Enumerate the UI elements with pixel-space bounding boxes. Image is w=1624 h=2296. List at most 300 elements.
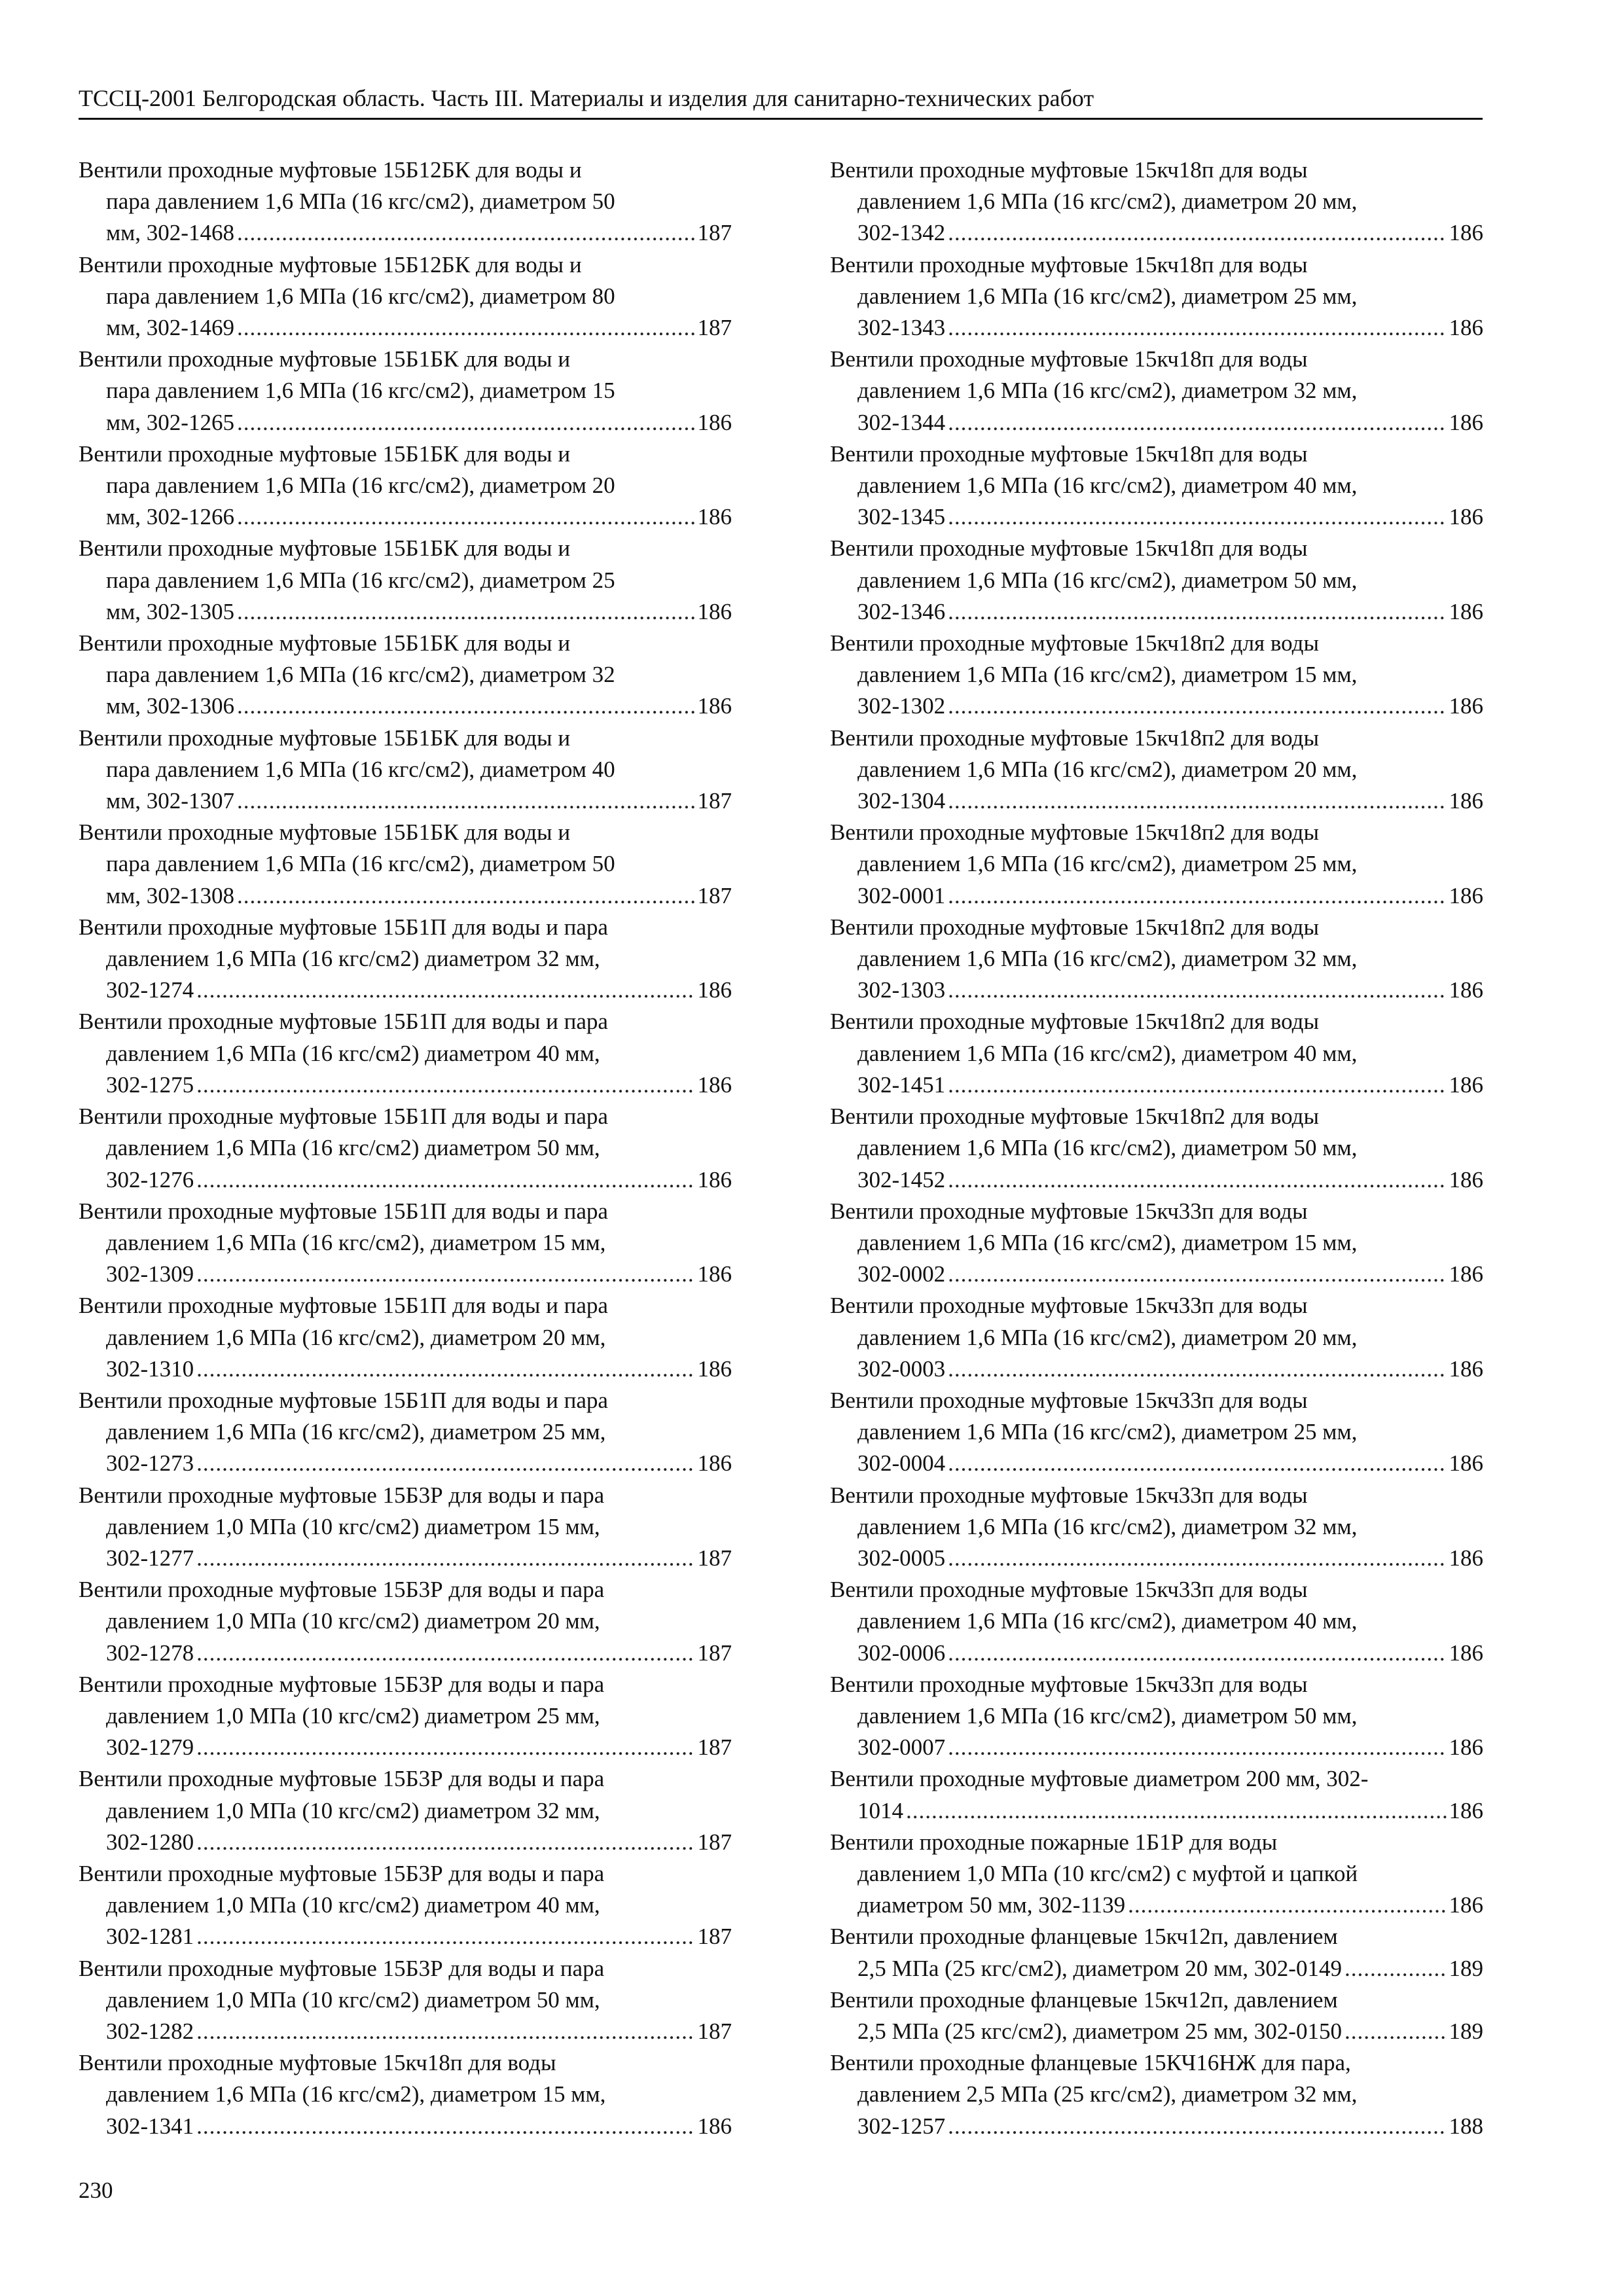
entry-line: давлением 1,6 МПа (16 кгс/см2), диаметром 15 мм, — [106, 1229, 606, 1255]
entry-line: Вентили проходные муфтовые 15кч33п для воды — [830, 1293, 1308, 1319]
entry-line: Вентили проходные муфтовые 15Б1П для воды и пара — [79, 1293, 608, 1319]
dot-leader — [196, 1354, 695, 1385]
entry-last-line — [79, 691, 732, 722]
entry-line: давлением 1,6 МПа (16 кгс/см2), диаметром 32 мм, — [857, 946, 1358, 972]
entry-line: мм, 302-1265 — [106, 409, 234, 435]
entry-line: 302-0006 — [857, 1640, 946, 1666]
entry-page-number: 186 — [697, 2113, 732, 2139]
index-entry — [79, 1574, 732, 1669]
index-entry — [830, 912, 1483, 1007]
dot-leader — [948, 975, 1446, 1006]
entry-page-number: 186 — [1449, 1355, 1483, 1382]
index-entry — [79, 1101, 732, 1196]
entry-line: давлением 1,0 МПа (10 кгс/см2) диаметром 40 мм, — [106, 1892, 600, 1918]
entry-line: давлением 1,6 МПа (16 кгс/см2), диаметром 50 мм, — [857, 1135, 1358, 1161]
entry-line: Вентили проходные муфтовые 15кч33п для воды — [830, 1482, 1308, 1508]
entry-page-number: 186 — [697, 1261, 732, 1287]
entry-page-number: 186 — [1449, 220, 1483, 246]
entry-page-number: 186 — [1449, 1892, 1483, 1918]
dot-leader — [948, 1543, 1446, 1574]
dot-leader — [196, 1259, 695, 1290]
entry-line: давлением 1,6 МПа (16 кгс/см2), диаметром 20 мм, — [857, 756, 1358, 782]
entry-page-number: 186 — [697, 1355, 732, 1382]
index-entry — [830, 2047, 1483, 2142]
dot-leader — [196, 1448, 695, 1479]
entry-line: давлением 1,6 МПа (16 кгс/см2), диаметром 25 мм, — [857, 851, 1358, 877]
index-entry — [79, 439, 732, 533]
entry-last-line — [79, 1543, 732, 1574]
entry-line: давлением 1,6 МПа (16 кгс/см2), диаметром 40 мм, — [857, 473, 1358, 499]
entry-last-line — [79, 1732, 732, 1763]
index-entry — [79, 2047, 732, 2142]
entry-line: пара давлением 1,6 МПа (16 кгс/см2), диаметром 32 — [106, 662, 615, 688]
index-column-left — [79, 154, 732, 2142]
entry-line: Вентили проходные муфтовые 15Б12БК для воды и — [79, 251, 582, 278]
entry-last-line — [830, 1448, 1483, 1479]
entry-line: давлением 2,5 МПа (25 кгс/см2), диаметром 32 мм, — [857, 2081, 1358, 2108]
dot-leader — [948, 501, 1446, 533]
entry-last-line — [830, 2016, 1483, 2047]
entry-line: Вентили проходные муфтовые 15кч33п для воды — [830, 1387, 1308, 1413]
entry-line: 302-1310 — [106, 1355, 194, 1382]
entry-line: Вентили проходные муфтовые 15Б12БК для воды и — [79, 157, 582, 183]
dot-leader — [906, 1795, 1447, 1827]
entry-line: 302-0005 — [857, 1545, 946, 1571]
dot-leader — [948, 312, 1446, 344]
entry-line: Вентили проходные муфтовые 15кч33п для воды — [830, 1577, 1308, 1603]
index-entry — [830, 1921, 1483, 1984]
entry-line: пара давлением 1,6 МПа (16 кгс/см2), диаметром 50 — [106, 188, 615, 215]
entry-line: давлением 1,6 МПа (16 кгс/см2), диаметром 20 мм, — [857, 188, 1358, 215]
entry-page-number: 187 — [697, 220, 732, 246]
entry-last-line — [830, 596, 1483, 628]
entry-line: давлением 1,6 МПа (16 кгс/см2), диаметром 20 мм, — [106, 1324, 606, 1350]
index-entry — [79, 817, 732, 912]
entry-line: Вентили проходные муфтовые 15Б1П для воды и пара — [79, 1198, 608, 1224]
entry-last-line — [830, 1953, 1483, 1984]
entry-line: Вентили проходные фланцевые 15кч12п, давлением — [830, 1986, 1338, 2013]
entry-line: Вентили проходные муфтовые 15Б1П для воды и пара — [79, 1103, 608, 1130]
entry-line: давлением 1,6 МПа (16 кгс/см2), диаметром 15 мм, — [857, 1229, 1358, 1255]
entry-page-number: 186 — [1449, 693, 1483, 719]
entry-page-number: 186 — [1449, 1797, 1483, 1823]
entry-line: пара давлением 1,6 МПа (16 кгс/см2), диаметром 15 — [106, 378, 615, 404]
dot-leader — [237, 217, 695, 249]
entry-line: 302-1277 — [106, 1545, 194, 1571]
entry-page-number: 187 — [697, 1829, 732, 1855]
entry-last-line — [79, 1069, 732, 1101]
index-entry — [79, 723, 732, 817]
entry-line: Вентили проходные муфтовые 15кч18п2 для воды — [830, 914, 1319, 940]
entry-line: 302-1309 — [106, 1261, 194, 1287]
index-entry — [830, 1385, 1483, 1480]
entry-page-number: 189 — [1449, 2018, 1483, 2044]
entry-line: 302-1343 — [857, 315, 946, 341]
index-entry — [79, 628, 732, 723]
entry-line: Вентили проходные муфтовые 15кч18п2 для воды — [830, 630, 1319, 656]
entry-line: Вентили проходные муфтовые 15Б3Р для воды и пара — [79, 1577, 605, 1603]
entry-line: давлением 1,6 МПа (16 кгс/см2), диаметром 32 мм, — [857, 378, 1358, 404]
entry-line: Вентили проходные муфтовые 15кч18п для воды — [830, 251, 1308, 278]
entry-line: Вентили проходные муфтовые 15Б3Р для воды и пара — [79, 1671, 605, 1697]
index-entry — [830, 1763, 1483, 1826]
entry-last-line — [79, 1638, 732, 1669]
dot-leader — [196, 1164, 695, 1196]
entry-last-line — [79, 880, 732, 912]
entry-line: 302-0001 — [857, 882, 946, 908]
entry-line: Вентили проходные муфтовые 15кч18п для воды — [830, 157, 1308, 183]
entry-last-line — [79, 2111, 732, 2142]
entry-line: пара давлением 1,6 МПа (16 кгс/см2), диаметром 80 — [106, 283, 615, 309]
entry-line: мм, 302-1308 — [106, 882, 234, 908]
entry-page-number: 186 — [1449, 1166, 1483, 1193]
entry-line: давлением 1,6 МПа (16 кгс/см2) диаметром 32 мм, — [106, 946, 600, 972]
dot-leader — [196, 1827, 695, 1858]
entry-line: 302-1344 — [857, 409, 946, 435]
entry-line: давлением 1,6 МПа (16 кгс/см2), диаметром 40 мм, — [857, 1608, 1358, 1634]
entry-line: 302-1341 — [106, 2113, 194, 2139]
index-entry — [830, 1984, 1483, 2047]
dot-leader — [237, 691, 695, 722]
entry-last-line — [830, 1354, 1483, 1385]
entry-last-line — [830, 1543, 1483, 1574]
entry-line: 302-1281 — [106, 1924, 194, 1950]
entry-line: давлением 1,6 МПа (16 кгс/см2), диаметром 50 мм, — [857, 1702, 1358, 1729]
entry-last-line — [830, 1638, 1483, 1669]
entry-line: Вентили проходные муфтовые 15кч33п для воды — [830, 1671, 1308, 1697]
entry-page-number: 189 — [1449, 1955, 1483, 1981]
entry-line: Вентили проходные муфтовые 15кч18п2 для воды — [830, 725, 1319, 751]
entry-line: мм, 302-1469 — [106, 315, 234, 341]
entry-last-line — [830, 691, 1483, 722]
entry-line: 302-1278 — [106, 1640, 194, 1666]
dot-leader — [237, 596, 695, 628]
entry-line: 302-1276 — [106, 1166, 194, 1193]
entry-page-number: 186 — [1449, 409, 1483, 435]
entry-last-line — [79, 785, 732, 817]
entry-line: Вентили проходные муфтовые 15кч18п для воды — [79, 2050, 556, 2076]
entry-line: Вентили проходные фланцевые 15кч12п, давлением — [830, 1924, 1338, 1950]
entry-line: давлением 1,0 МПа (10 кгс/см2) диаметром 20 мм, — [106, 1608, 600, 1634]
entry-line: Вентили проходные муфтовые 15Б1П для воды и пара — [79, 914, 608, 940]
entry-page-number: 186 — [1449, 1545, 1483, 1571]
index-entry — [830, 1101, 1483, 1196]
entry-line: Вентили проходные муфтовые 15Б1БК для воды и — [79, 725, 571, 751]
entry-last-line — [830, 312, 1483, 344]
entry-last-line — [830, 407, 1483, 439]
dot-leader — [196, 1638, 695, 1669]
entry-last-line — [830, 217, 1483, 249]
entry-page-number: 186 — [697, 977, 732, 1003]
entry-line: 302-1279 — [106, 1734, 194, 1761]
entry-line: давлением 1,6 МПа (16 кгс/см2), диаметром 15 мм, — [857, 662, 1358, 688]
entry-line: 302-1346 — [857, 598, 946, 624]
index-entry — [79, 1858, 732, 1953]
dot-leader — [1344, 1953, 1447, 1984]
entry-line: Вентили проходные пожарные 1Б1Р для воды — [830, 1829, 1278, 1855]
entry-page-number: 186 — [1449, 1640, 1483, 1666]
entry-line: давлением 1,6 МПа (16 кгс/см2), диаметром 25 мм, — [106, 1419, 606, 1445]
dot-leader — [948, 1732, 1446, 1763]
dot-leader — [1344, 2016, 1447, 2047]
entry-line: давлением 1,0 МПа (10 кгс/см2) диаметром 15 мм, — [106, 1513, 600, 1539]
entry-line: мм, 302-1468 — [106, 220, 234, 246]
entry-last-line — [79, 1448, 732, 1479]
entry-page-number: 186 — [1449, 1261, 1483, 1287]
entry-page-number: 186 — [1449, 504, 1483, 530]
index-entry — [79, 1385, 732, 1480]
entry-line: Вентили проходные муфтовые 15кч18п для воды — [830, 346, 1308, 372]
entry-page-number: 186 — [697, 1450, 732, 1477]
dot-leader — [196, 2016, 695, 2047]
entry-page-number: 186 — [1449, 1450, 1483, 1477]
dot-leader — [948, 1069, 1446, 1101]
entry-page-number: 187 — [697, 2018, 732, 2044]
entry-page-number: 186 — [1449, 882, 1483, 908]
entry-line: мм, 302-1306 — [106, 693, 234, 719]
entry-line: давлением 1,6 МПа (16 кгс/см2) диаметром 40 мм, — [106, 1040, 600, 1066]
index-entry — [79, 1006, 732, 1101]
dot-leader — [196, 1069, 695, 1101]
index-entry — [830, 1196, 1483, 1291]
entry-line: Вентили проходные муфтовые 15кч18п2 для воды — [830, 1103, 1319, 1130]
entry-last-line — [830, 1890, 1483, 1921]
index-entry — [830, 344, 1483, 439]
entry-line: диаметром 50 мм, 302-1139 — [857, 1892, 1126, 1918]
dot-leader — [196, 975, 695, 1006]
entry-page-number: 186 — [697, 409, 732, 435]
entry-last-line — [830, 2111, 1483, 2142]
entry-last-line — [79, 1354, 732, 1385]
entry-line: Вентили проходные муфтовые 15Б1БК для воды и — [79, 440, 571, 467]
index-entry — [79, 1953, 732, 2048]
entry-last-line — [830, 1164, 1483, 1196]
entry-line: Вентили проходные фланцевые 15КЧ16НЖ для пара, — [830, 2050, 1351, 2076]
entry-line: давлением 1,6 МПа (16 кгс/см2), диаметром 25 мм, — [857, 283, 1358, 309]
entry-line: 302-1275 — [106, 1071, 194, 1098]
entry-line: мм, 302-1307 — [106, 788, 234, 814]
entry-line: 2,5 МПа (25 кгс/см2), диаметром 20 мм, 302-0149 — [857, 1955, 1342, 1981]
entry-last-line — [79, 217, 732, 249]
entry-last-line — [79, 501, 732, 533]
entry-last-line — [830, 501, 1483, 533]
entry-page-number: 186 — [1449, 1734, 1483, 1761]
entry-line: давлением 1,6 МПа (16 кгс/см2), диаметром 25 мм, — [857, 1419, 1358, 1445]
entry-last-line — [830, 975, 1483, 1006]
entry-line: Вентили проходные муфтовые 15Б3Р для воды и пара — [79, 1766, 605, 1792]
entry-line: 302-0004 — [857, 1450, 946, 1477]
dot-leader — [948, 1259, 1446, 1290]
entry-page-number: 187 — [697, 1640, 732, 1666]
entry-last-line — [830, 880, 1483, 912]
entry-line: давлением 1,0 МПа (10 кгс/см2) диаметром 25 мм, — [106, 1702, 600, 1729]
index-entry — [830, 533, 1483, 628]
dot-leader — [1128, 1890, 1446, 1921]
entry-line: Вентили проходные муфтовые 15Б3Р для воды и пара — [79, 1482, 605, 1508]
entry-line: Вентили проходные муфтовые 15Б1БК для воды и — [79, 535, 571, 562]
entry-line: пара давлением 1,6 МПа (16 кгс/см2), диаметром 20 — [106, 473, 615, 499]
entry-page-number: 186 — [1449, 598, 1483, 624]
entry-page-number: 186 — [697, 1166, 732, 1193]
entry-line: мм, 302-1305 — [106, 598, 234, 624]
entry-line: 302-0007 — [857, 1734, 946, 1761]
entry-line: 1014 — [857, 1797, 903, 1823]
entry-line: пара давлением 1,6 МПа (16 кгс/см2), диаметром 50 — [106, 851, 615, 877]
entry-line: 302-1257 — [857, 2113, 946, 2139]
entry-line: 302-1304 — [857, 788, 946, 814]
index-entry — [830, 723, 1483, 817]
entry-line: давлением 1,6 МПа (16 кгс/см2), диаметром 32 мм, — [857, 1513, 1358, 1539]
dot-leader — [948, 596, 1446, 628]
entry-page-number: 186 — [697, 598, 732, 624]
entry-line: 302-0003 — [857, 1355, 946, 1382]
entry-line: пара давлением 1,6 МПа (16 кгс/см2), диаметром 40 — [106, 756, 615, 782]
entry-last-line — [79, 2016, 732, 2047]
entry-line: Вентили проходные муфтовые 15Б1БК для воды и — [79, 819, 571, 846]
entry-last-line — [830, 1795, 1483, 1827]
dot-leader — [237, 501, 695, 533]
entry-page-number: 187 — [697, 315, 732, 341]
entry-page-number: 187 — [697, 1545, 732, 1571]
dot-leader — [948, 2111, 1446, 2142]
dot-leader — [948, 407, 1446, 439]
index-entry — [79, 533, 732, 628]
page-number: 230 — [79, 2178, 113, 2203]
index-entry — [79, 344, 732, 439]
index-entry — [830, 439, 1483, 533]
entry-last-line — [79, 1259, 732, 1290]
dot-leader — [196, 1921, 695, 1952]
entry-page-number: 186 — [697, 693, 732, 719]
dot-leader — [948, 1448, 1446, 1479]
entry-last-line — [79, 1164, 732, 1196]
entry-page-number: 186 — [1449, 977, 1483, 1003]
entry-line: 302-1451 — [857, 1071, 946, 1098]
entry-line: Вентили проходные муфтовые 15кч18п для воды — [830, 440, 1308, 467]
entry-last-line — [79, 1921, 732, 1952]
index-entry — [830, 817, 1483, 912]
index-entry — [79, 1290, 732, 1385]
entry-last-line — [79, 596, 732, 628]
dot-leader — [196, 1732, 695, 1763]
entry-line: 302-1452 — [857, 1166, 946, 1193]
entry-line: давлением 1,6 МПа (16 кгс/см2) диаметром 50 мм, — [106, 1135, 600, 1161]
entry-line: Вентили проходные муфтовые 15Б1БК для воды и — [79, 630, 571, 656]
index-entry — [830, 628, 1483, 723]
index-entry — [830, 154, 1483, 249]
dot-leader — [948, 691, 1446, 722]
entry-line: 302-0002 — [857, 1261, 946, 1287]
entry-line: 302-1345 — [857, 504, 946, 530]
index-entry — [830, 1574, 1483, 1669]
index-entry — [830, 1827, 1483, 1922]
index-column-right — [830, 154, 1483, 2142]
entry-line: давлением 1,6 МПа (16 кгс/см2), диаметром 50 мм, — [857, 567, 1358, 593]
index-entry — [79, 154, 732, 249]
dot-leader — [948, 217, 1446, 249]
entry-page-number: 186 — [1449, 788, 1483, 814]
entry-line: Вентили проходные муфтовые диаметром 200 мм, 302- — [830, 1766, 1369, 1792]
index-entry — [830, 1290, 1483, 1385]
dot-leader — [948, 1164, 1446, 1196]
index-entry — [830, 1006, 1483, 1101]
dot-leader — [948, 1638, 1446, 1669]
entry-line: Вентили проходные муфтовые 15кч18п2 для воды — [830, 1009, 1319, 1035]
entry-line: Вентили проходные муфтовые 15кч18п2 для воды — [830, 819, 1319, 846]
entry-line: Вентили проходные муфтовые 15Б1П для воды и пара — [79, 1387, 608, 1413]
entry-line: давлением 1,6 МПа (16 кгс/см2), диаметром 20 мм, — [857, 1324, 1358, 1350]
index-entry — [79, 1763, 732, 1858]
entry-line: 302-1302 — [857, 693, 946, 719]
dot-leader — [948, 1354, 1446, 1385]
entry-page-number: 186 — [1449, 315, 1483, 341]
index-entry — [830, 1480, 1483, 1575]
entry-line: давлением 1,6 МПа (16 кгс/см2), диаметром 40 мм, — [857, 1040, 1358, 1066]
entry-line: 302-1303 — [857, 977, 946, 1003]
entry-page-number: 187 — [697, 788, 732, 814]
entry-line: пара давлением 1,6 МПа (16 кгс/см2), диаметром 25 — [106, 567, 615, 593]
entry-page-number: 186 — [697, 504, 732, 530]
entry-line: Вентили проходные муфтовые 15Б1БК для воды и — [79, 346, 571, 372]
entry-page-number: 187 — [697, 1924, 732, 1950]
dot-leader — [196, 2111, 695, 2142]
entry-page-number: 187 — [697, 1734, 732, 1761]
index-entry — [79, 1196, 732, 1291]
index-entry — [830, 1669, 1483, 1764]
entry-page-number: 187 — [697, 882, 732, 908]
entry-last-line — [830, 1069, 1483, 1101]
entry-page-number: 186 — [697, 1071, 732, 1098]
entry-last-line — [79, 1827, 732, 1858]
entry-line: давлением 1,6 МПа (16 кгс/см2), диаметром 15 мм, — [106, 2081, 606, 2108]
entry-page-number: 186 — [1449, 1071, 1483, 1098]
dot-leader — [237, 407, 695, 439]
entry-line: давлением 1,0 МПа (10 кгс/см2) диаметром 32 мм, — [106, 1797, 600, 1823]
entry-last-line — [79, 407, 732, 439]
entry-last-line — [830, 785, 1483, 817]
page-header: ТССЦ-2001 Белгородская область. Часть III. Материалы и изделия для санитарно-технических работ — [79, 84, 1483, 120]
dot-leader — [237, 880, 695, 912]
dot-leader — [948, 880, 1446, 912]
index-entry — [79, 1480, 732, 1575]
entry-last-line — [79, 312, 732, 344]
index-entry — [79, 1669, 732, 1764]
dot-leader — [237, 312, 695, 344]
entry-line: 302-1282 — [106, 2018, 194, 2044]
entry-line: мм, 302-1266 — [106, 504, 234, 530]
dot-leader — [237, 785, 695, 817]
index-entry — [830, 249, 1483, 344]
dot-leader — [196, 1543, 695, 1574]
entry-line: давлением 1,0 МПа (10 кгс/см2) диаметром 50 мм, — [106, 1986, 600, 2013]
entry-line: Вентили проходные муфтовые 15Б3Р для воды и пара — [79, 1860, 605, 1886]
entry-line: 302-1273 — [106, 1450, 194, 1477]
entry-line: 302-1274 — [106, 977, 194, 1003]
entry-line: Вентили проходные муфтовые 15Б1П для воды и пара — [79, 1009, 608, 1035]
entry-line: давлением 1,0 МПа (10 кгс/см2) с муфтой и цапкой — [857, 1860, 1358, 1886]
entry-page-number: 188 — [1449, 2113, 1483, 2139]
entry-line: Вентили проходные муфтовые 15кч33п для воды — [830, 1198, 1308, 1224]
entry-last-line — [830, 1732, 1483, 1763]
index-entry — [79, 912, 732, 1007]
entry-last-line — [830, 1259, 1483, 1290]
dot-leader — [948, 785, 1446, 817]
entry-line: 2,5 МПа (25 кгс/см2), диаметром 25 мм, 302-0150 — [857, 2018, 1342, 2044]
entry-line: 302-1280 — [106, 1829, 194, 1855]
entry-line: Вентили проходные муфтовые 15Б3Р для воды и пара — [79, 1955, 605, 1981]
entry-line: Вентили проходные муфтовые 15кч18п для воды — [830, 535, 1308, 562]
index-entry — [79, 249, 732, 344]
